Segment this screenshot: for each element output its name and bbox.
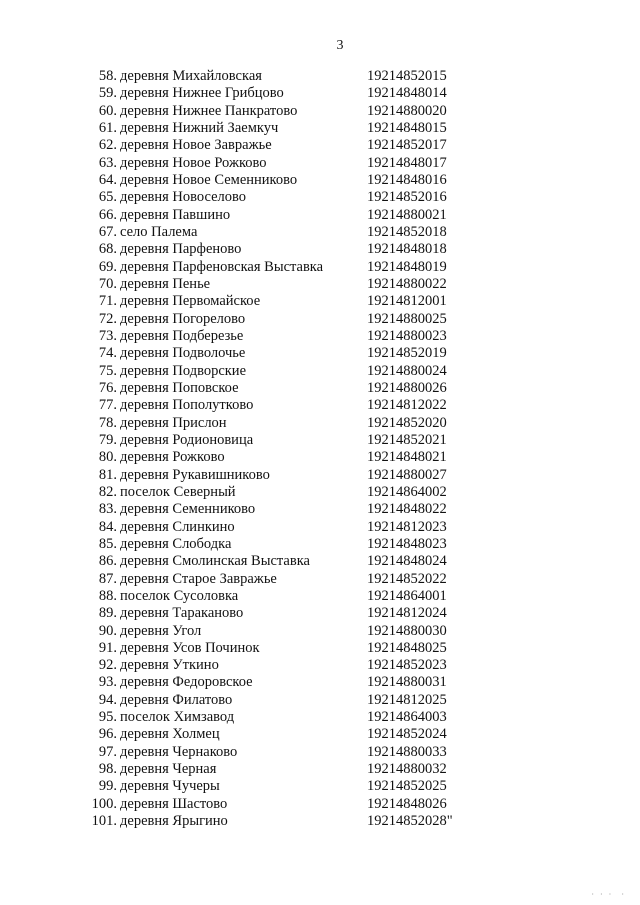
list-item [0, 536, 640, 553]
oktmo-code: 19214880021 [367, 206, 447, 223]
settlement-name: деревня Слободка [120, 535, 232, 552]
oktmo-code: 19214880020 [367, 102, 447, 119]
list-item [0, 68, 640, 85]
list-item [0, 363, 640, 380]
settlement-name: деревня Прислон [120, 414, 227, 431]
list-item [0, 571, 640, 588]
list-item [0, 744, 640, 761]
oktmo-code: 19214880031 [367, 674, 447, 691]
settlement-name: деревня Подберезье [120, 327, 244, 344]
item-number: 84. [98, 518, 117, 535]
list-item [0, 85, 640, 102]
settlement-name: деревня Филатово [120, 691, 233, 708]
oktmo-code: 19214852023 [367, 657, 447, 674]
list-item [0, 726, 640, 743]
oktmo-code: 19214812025 [367, 691, 447, 708]
oktmo-code: 19214848015 [367, 119, 447, 136]
list-item [0, 224, 640, 241]
item-number: 94. [98, 691, 117, 708]
settlement-name: деревня Павшино [120, 206, 231, 223]
item-number: 72. [98, 310, 117, 327]
settlement-name: деревня Новое Рожково [120, 154, 267, 171]
item-number: 98. [98, 761, 117, 778]
scan-corner-marks: · · · · [591, 890, 626, 899]
list-item [0, 259, 640, 276]
settlement-name: деревня Уткино [120, 657, 219, 674]
item-number: 81. [98, 466, 117, 483]
list-item [0, 761, 640, 778]
oktmo-code: 19214852019 [367, 345, 447, 362]
oktmo-code: 19214848019 [367, 258, 447, 275]
settlement-name: деревня Нижнее Грибцово [120, 85, 284, 102]
list-item [0, 415, 640, 432]
oktmo-code: 19214848023 [367, 535, 447, 552]
item-number: 82. [98, 483, 117, 500]
settlement-name: деревня Нижнее Панкратово [120, 102, 298, 119]
list-item [0, 276, 640, 293]
oktmo-code: 19214812023 [367, 518, 447, 535]
settlement-name: деревня Угол [120, 622, 202, 639]
settlement-name: деревня Родионовица [120, 431, 254, 448]
settlement-name: деревня Пополутково [120, 397, 254, 414]
settlement-name: деревня Слинкино [120, 518, 235, 535]
list-item [0, 449, 640, 466]
list-item [0, 709, 640, 726]
settlement-name: деревня Шастово [120, 795, 228, 812]
list-item [0, 189, 640, 206]
settlement-name: село Палема [120, 223, 198, 240]
oktmo-code: 19214852017 [367, 137, 447, 154]
list-item [0, 241, 640, 258]
oktmo-code: 19214880022 [367, 275, 447, 292]
oktmo-code: 19214848026 [367, 795, 447, 812]
settlement-name: деревня Ярыгино [120, 813, 228, 830]
item-number: 64. [98, 171, 117, 188]
settlement-name: деревня Парфеновская Выставка [120, 258, 324, 275]
list-item [0, 207, 640, 224]
settlement-name: деревня Подворские [120, 362, 247, 379]
settlement-name: деревня Старое Завражье [120, 570, 277, 587]
oktmo-code: 19214812024 [367, 605, 447, 622]
item-number: 68. [98, 241, 117, 258]
list-item [0, 657, 640, 674]
settlement-name: деревня Черная [120, 761, 217, 778]
list-item [0, 778, 640, 795]
oktmo-code: 19214848021 [367, 449, 447, 466]
settlement-name: деревня Чернаково [120, 743, 238, 760]
list-item [0, 155, 640, 172]
oktmo-code: 19214852020 [367, 414, 447, 431]
item-number: 61. [98, 119, 117, 136]
list-item [0, 605, 640, 622]
list-item [0, 796, 640, 813]
item-number: 75. [98, 362, 117, 379]
item-number: 79. [98, 431, 117, 448]
oktmo-code: 19214880025 [367, 310, 447, 327]
list-item [0, 328, 640, 345]
settlement-name: поселок Сусоловка [120, 587, 239, 604]
settlement-name: деревня Смолинская Выставка [120, 553, 310, 570]
oktmo-code: 19214852016 [367, 189, 447, 206]
settlement-name: деревня Нижний Заемкуч [120, 119, 279, 136]
item-number: 62. [98, 137, 117, 154]
item-number: 69. [98, 258, 117, 275]
settlement-name: деревня Новое Завражье [120, 137, 272, 154]
item-number: 63. [98, 154, 117, 171]
settlement-name: деревня Парфеново [120, 241, 242, 258]
item-number: 97. [98, 743, 117, 760]
list-item [0, 813, 640, 830]
item-number: 85. [98, 535, 117, 552]
oktmo-code: 19214880033 [367, 743, 447, 760]
list-item [0, 484, 640, 501]
item-number: 83. [98, 501, 117, 518]
oktmo-code: 19214880024 [367, 362, 447, 379]
item-number: 88. [98, 587, 117, 604]
list-item [0, 120, 640, 137]
item-number: 59. [98, 85, 117, 102]
list-item [0, 137, 640, 154]
oktmo-code: 19214880032 [367, 761, 447, 778]
settlement-name: деревня Новое Семенниково [120, 171, 298, 188]
list-item [0, 467, 640, 484]
oktmo-code: 19214848018 [367, 241, 447, 258]
item-number: 60. [98, 102, 117, 119]
settlement-name: деревня Рожково [120, 449, 225, 466]
list-item [0, 345, 640, 362]
item-number: 78. [98, 414, 117, 431]
settlement-list [0, 68, 640, 830]
item-number: 93. [98, 674, 117, 691]
oktmo-code: 19214848024 [367, 553, 447, 570]
list-item [0, 501, 640, 518]
oktmo-code: 19214812022 [367, 397, 447, 414]
item-number: 70. [98, 275, 117, 292]
item-number: 87. [98, 570, 117, 587]
item-number: 80. [98, 449, 117, 466]
settlement-name: деревня Усов Починок [120, 639, 260, 656]
oktmo-code: 19214852028" [367, 813, 453, 830]
oktmo-code: 19214848016 [367, 171, 447, 188]
settlement-name: деревня Первомайское [120, 293, 261, 310]
list-item [0, 692, 640, 709]
list-item [0, 640, 640, 657]
oktmo-code: 19214852025 [367, 778, 447, 795]
item-number: 74. [98, 345, 117, 362]
item-number: 90. [98, 622, 117, 639]
item-number: 73. [98, 327, 117, 344]
oktmo-code: 19214880026 [367, 379, 447, 396]
oktmo-code: 19214852021 [367, 431, 447, 448]
settlement-name: поселок Химзавод [120, 709, 235, 726]
list-item [0, 397, 640, 414]
item-number: 99. [98, 778, 117, 795]
page-number: 3 [336, 38, 344, 53]
item-number: 96. [98, 726, 117, 743]
settlement-name: деревня Пенье [120, 275, 211, 292]
settlement-name: деревня Поповское [120, 379, 239, 396]
oktmo-code: 19214812001 [367, 293, 447, 310]
list-item [0, 311, 640, 328]
oktmo-code: 19214852024 [367, 726, 447, 743]
list-item [0, 380, 640, 397]
item-number: 76. [98, 379, 117, 396]
list-item [0, 103, 640, 120]
list-item [0, 674, 640, 691]
oktmo-code: 19214852022 [367, 570, 447, 587]
item-number: 91. [98, 639, 117, 656]
oktmo-code: 19214880030 [367, 622, 447, 639]
oktmo-code: 19214852015 [367, 68, 447, 84]
settlement-name: деревня Михайловская [120, 68, 262, 84]
list-item [0, 519, 640, 536]
settlement-name: деревня Тараканово [120, 605, 244, 622]
item-number: 101. [91, 813, 117, 830]
settlement-name: деревня Подволочье [120, 345, 246, 362]
item-number: 66. [98, 206, 117, 223]
oktmo-code: 19214852018 [367, 223, 447, 240]
oktmo-code: 19214848025 [367, 639, 447, 656]
item-number: 65. [98, 189, 117, 206]
oktmo-code: 19214848017 [367, 154, 447, 171]
item-number: 67. [98, 223, 117, 240]
list-item [0, 553, 640, 570]
item-number: 86. [98, 553, 117, 570]
oktmo-code: 19214848022 [367, 501, 447, 518]
item-number: 100. [91, 795, 117, 812]
item-number: 92. [98, 657, 117, 674]
item-number: 77. [98, 397, 117, 414]
item-number: 58. [98, 68, 117, 84]
item-number: 95. [98, 709, 117, 726]
settlement-name: деревня Холмец [120, 726, 220, 743]
oktmo-code: 19214864003 [367, 709, 447, 726]
oktmo-code: 19214880023 [367, 327, 447, 344]
oktmo-code: 19214864001 [367, 587, 447, 604]
settlement-name: деревня Семенниково [120, 501, 256, 518]
item-number: 89. [98, 605, 117, 622]
list-item [0, 623, 640, 640]
list-item [0, 293, 640, 310]
oktmo-code: 19214880027 [367, 466, 447, 483]
item-number: 71. [98, 293, 117, 310]
list-item [0, 588, 640, 605]
oktmo-code: 19214848014 [367, 85, 447, 102]
settlement-name: деревня Новоселово [120, 189, 247, 206]
settlement-name: деревня Рукавишниково [120, 466, 270, 483]
oktmo-code: 19214864002 [367, 483, 447, 500]
settlement-name: деревня Федоровское [120, 674, 253, 691]
list-item [0, 172, 640, 189]
settlement-name: деревня Погорелово [120, 310, 246, 327]
settlement-name: деревня Чучеры [120, 778, 220, 795]
list-item [0, 432, 640, 449]
settlement-name: поселок Северный [120, 483, 236, 500]
